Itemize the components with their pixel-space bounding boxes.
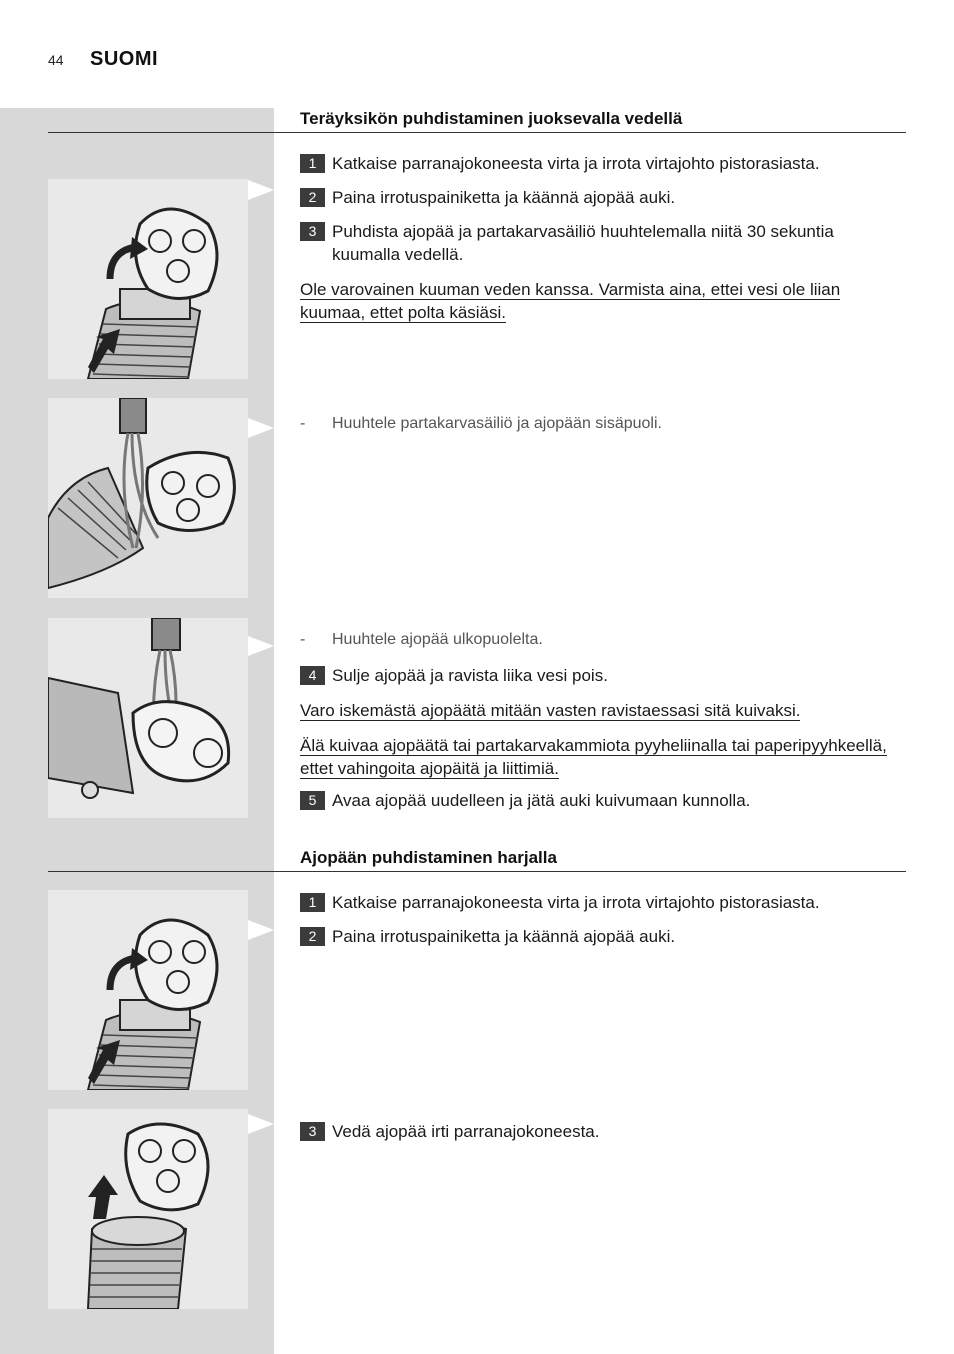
step-number-badge: 2 (300, 188, 325, 207)
figure-remove-shaving-head (48, 1109, 248, 1309)
step-number-badge: 2 (300, 927, 325, 946)
figure-rinse-inside (48, 398, 248, 598)
step-item (300, 186, 900, 209)
tip-text: Huuhtele ajopää ulkopuolelta. (332, 631, 543, 648)
step-text: Paina irrotuspainiketta ja käännä ajopää auki. (332, 927, 676, 946)
tip-item (300, 631, 543, 649)
step-text: Katkaise parranajokoneesta virta ja irrota virtajohto pistorasiasta. (332, 154, 820, 173)
step-number-badge: 3 (300, 1122, 325, 1141)
warning-text (300, 734, 890, 780)
page-number: 44 (48, 52, 64, 68)
section-rule (48, 871, 906, 872)
step-item (300, 152, 900, 175)
figure-pointer (248, 636, 274, 656)
step-number-badge: 5 (300, 791, 325, 810)
step-number-badge: 4 (300, 666, 325, 685)
step-number-badge: 3 (300, 222, 325, 241)
figure-pointer (248, 1114, 274, 1134)
section-title-brush: Ajopään puhdistaminen harjalla (300, 848, 557, 867)
step-text: Katkaise parranajokoneesta virta ja irrota virtajohto pistorasiasta. (332, 893, 820, 912)
warning-hot-water: Ole varovainen kuuman veden kanssa. Varmista aina, ettei vesi ole liian kuumaa, ettet polta käsiäsi. (300, 280, 841, 322)
warning-text (300, 699, 890, 722)
figure-pointer (248, 920, 274, 940)
tip-item (300, 415, 662, 433)
step-text: Vedä ajopää irti parranajokoneesta. (332, 1122, 600, 1141)
step-item (300, 664, 900, 687)
step-number-badge: 1 (300, 893, 325, 912)
warning-text (300, 278, 890, 324)
step-item (300, 789, 900, 812)
step-text: Avaa ajopää uudelleen ja jätä auki kuivumaan kunnolla. (332, 791, 751, 810)
step-item (300, 925, 900, 948)
step-text: Paina irrotuspainiketta ja käännä ajopää auki. (332, 188, 676, 207)
step-text: Sulje ajopää ja ravista liika vesi pois. (332, 666, 608, 685)
tip-text: Huuhtele partakarvasäiliö ja ajopään sisäpuoli. (332, 415, 662, 432)
step-number-badge: 1 (300, 154, 325, 173)
step-item (300, 220, 900, 266)
section-title-running-water: Teräyksikön puhdistaminen juoksevalla vedellä (300, 109, 683, 128)
warning-shake: Varo iskemästä ajopäätä mitään vasten ravistaessasi sitä kuivaksi. (300, 701, 801, 720)
tip-dash: - (300, 631, 306, 648)
figure-pointer (248, 180, 274, 200)
figure-open-shaving-head (48, 179, 248, 379)
figure-open-shaving-head (48, 890, 248, 1090)
figure-pointer (248, 418, 274, 438)
section-rule (48, 132, 906, 133)
figure-rinse-outside (48, 618, 248, 818)
warning-do-not-dry: Älä kuivaa ajopäätä tai partakarvakammiota pyyheliinalla tai paperipyyhkeellä, ettet vahingoita ajopäitä ja liittimiä. (300, 736, 887, 778)
tip-dash: - (300, 415, 306, 432)
step-text: Puhdista ajopää ja partakarvasäiliö huuhtelemalla niitä 30 sekuntia kuumalla vedellä. (332, 222, 834, 264)
language-heading: SUOMI (90, 48, 159, 70)
step-item (300, 891, 900, 914)
step-item (300, 1120, 900, 1143)
